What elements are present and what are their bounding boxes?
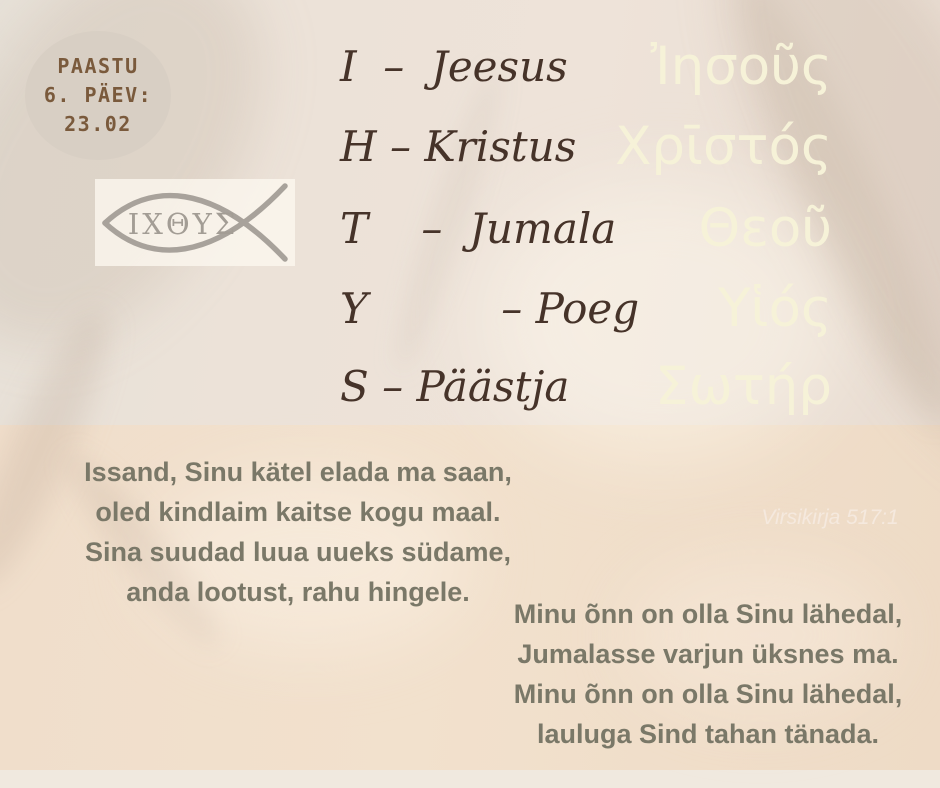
background-footer-strip [0, 770, 940, 788]
acrostic-row-jeesus [340, 24, 832, 108]
acrostic-greek: Θεοῦ [698, 197, 832, 259]
fast-day-badge [25, 31, 171, 160]
verse-line: lauluga Sind tahan tänada. [536, 719, 880, 749]
acrostic-greek: Χρῑστός [615, 115, 832, 177]
acrostic-latin: Y – Poeg [340, 283, 640, 333]
acrostic-row-paastja [340, 344, 832, 428]
ichthys-symbol-panel [95, 179, 295, 266]
verse-line: Minu õnn on olla Sinu lähedal, [513, 599, 903, 629]
hymnal-reference: Virsikirja 517:1 [761, 506, 899, 529]
acrostic-latin: S – Päästja [340, 361, 570, 411]
hymn-verse-1 [62, 452, 534, 612]
acrostic-greek: Ἰησοῦς [650, 35, 832, 97]
ichthys-greek-label: ΙΧΘΥΣ [127, 207, 239, 241]
acrostic-greek: Υἱός [718, 277, 832, 339]
acrostic-row-kristus [340, 104, 832, 188]
verse-line: Jumalasse varjun üksnes ma. [517, 639, 899, 669]
acrostic-greek: Σωτήρ [654, 355, 832, 417]
verse-line: Minu õnn on olla Sinu lähedal, [513, 679, 903, 709]
acrostic-row-poeg [340, 266, 832, 350]
badge-line-title: PAASTU [57, 54, 139, 78]
badge-line-date: 23.02 [64, 112, 132, 136]
verse-line: anda lootust, rahu hingele. [126, 577, 470, 607]
hymn-verse-2 [478, 594, 938, 754]
acrostic-latin: I – Jeesus [340, 41, 568, 91]
badge-line-day: 6. PÄEV: [43, 83, 153, 107]
verse-line: oled kindlaim kaitse kogu maal. [95, 497, 501, 527]
acrostic-latin: H – Kristus [340, 121, 577, 171]
fish-icon [95, 179, 295, 266]
acrostic-latin: T – Jumala [340, 203, 617, 253]
verse-line: Issand, Sinu kätel elada ma saan, [84, 457, 512, 487]
acrostic-row-jumala [340, 186, 832, 270]
verse-line: Sina suudad luua uueks südame, [84, 537, 512, 567]
